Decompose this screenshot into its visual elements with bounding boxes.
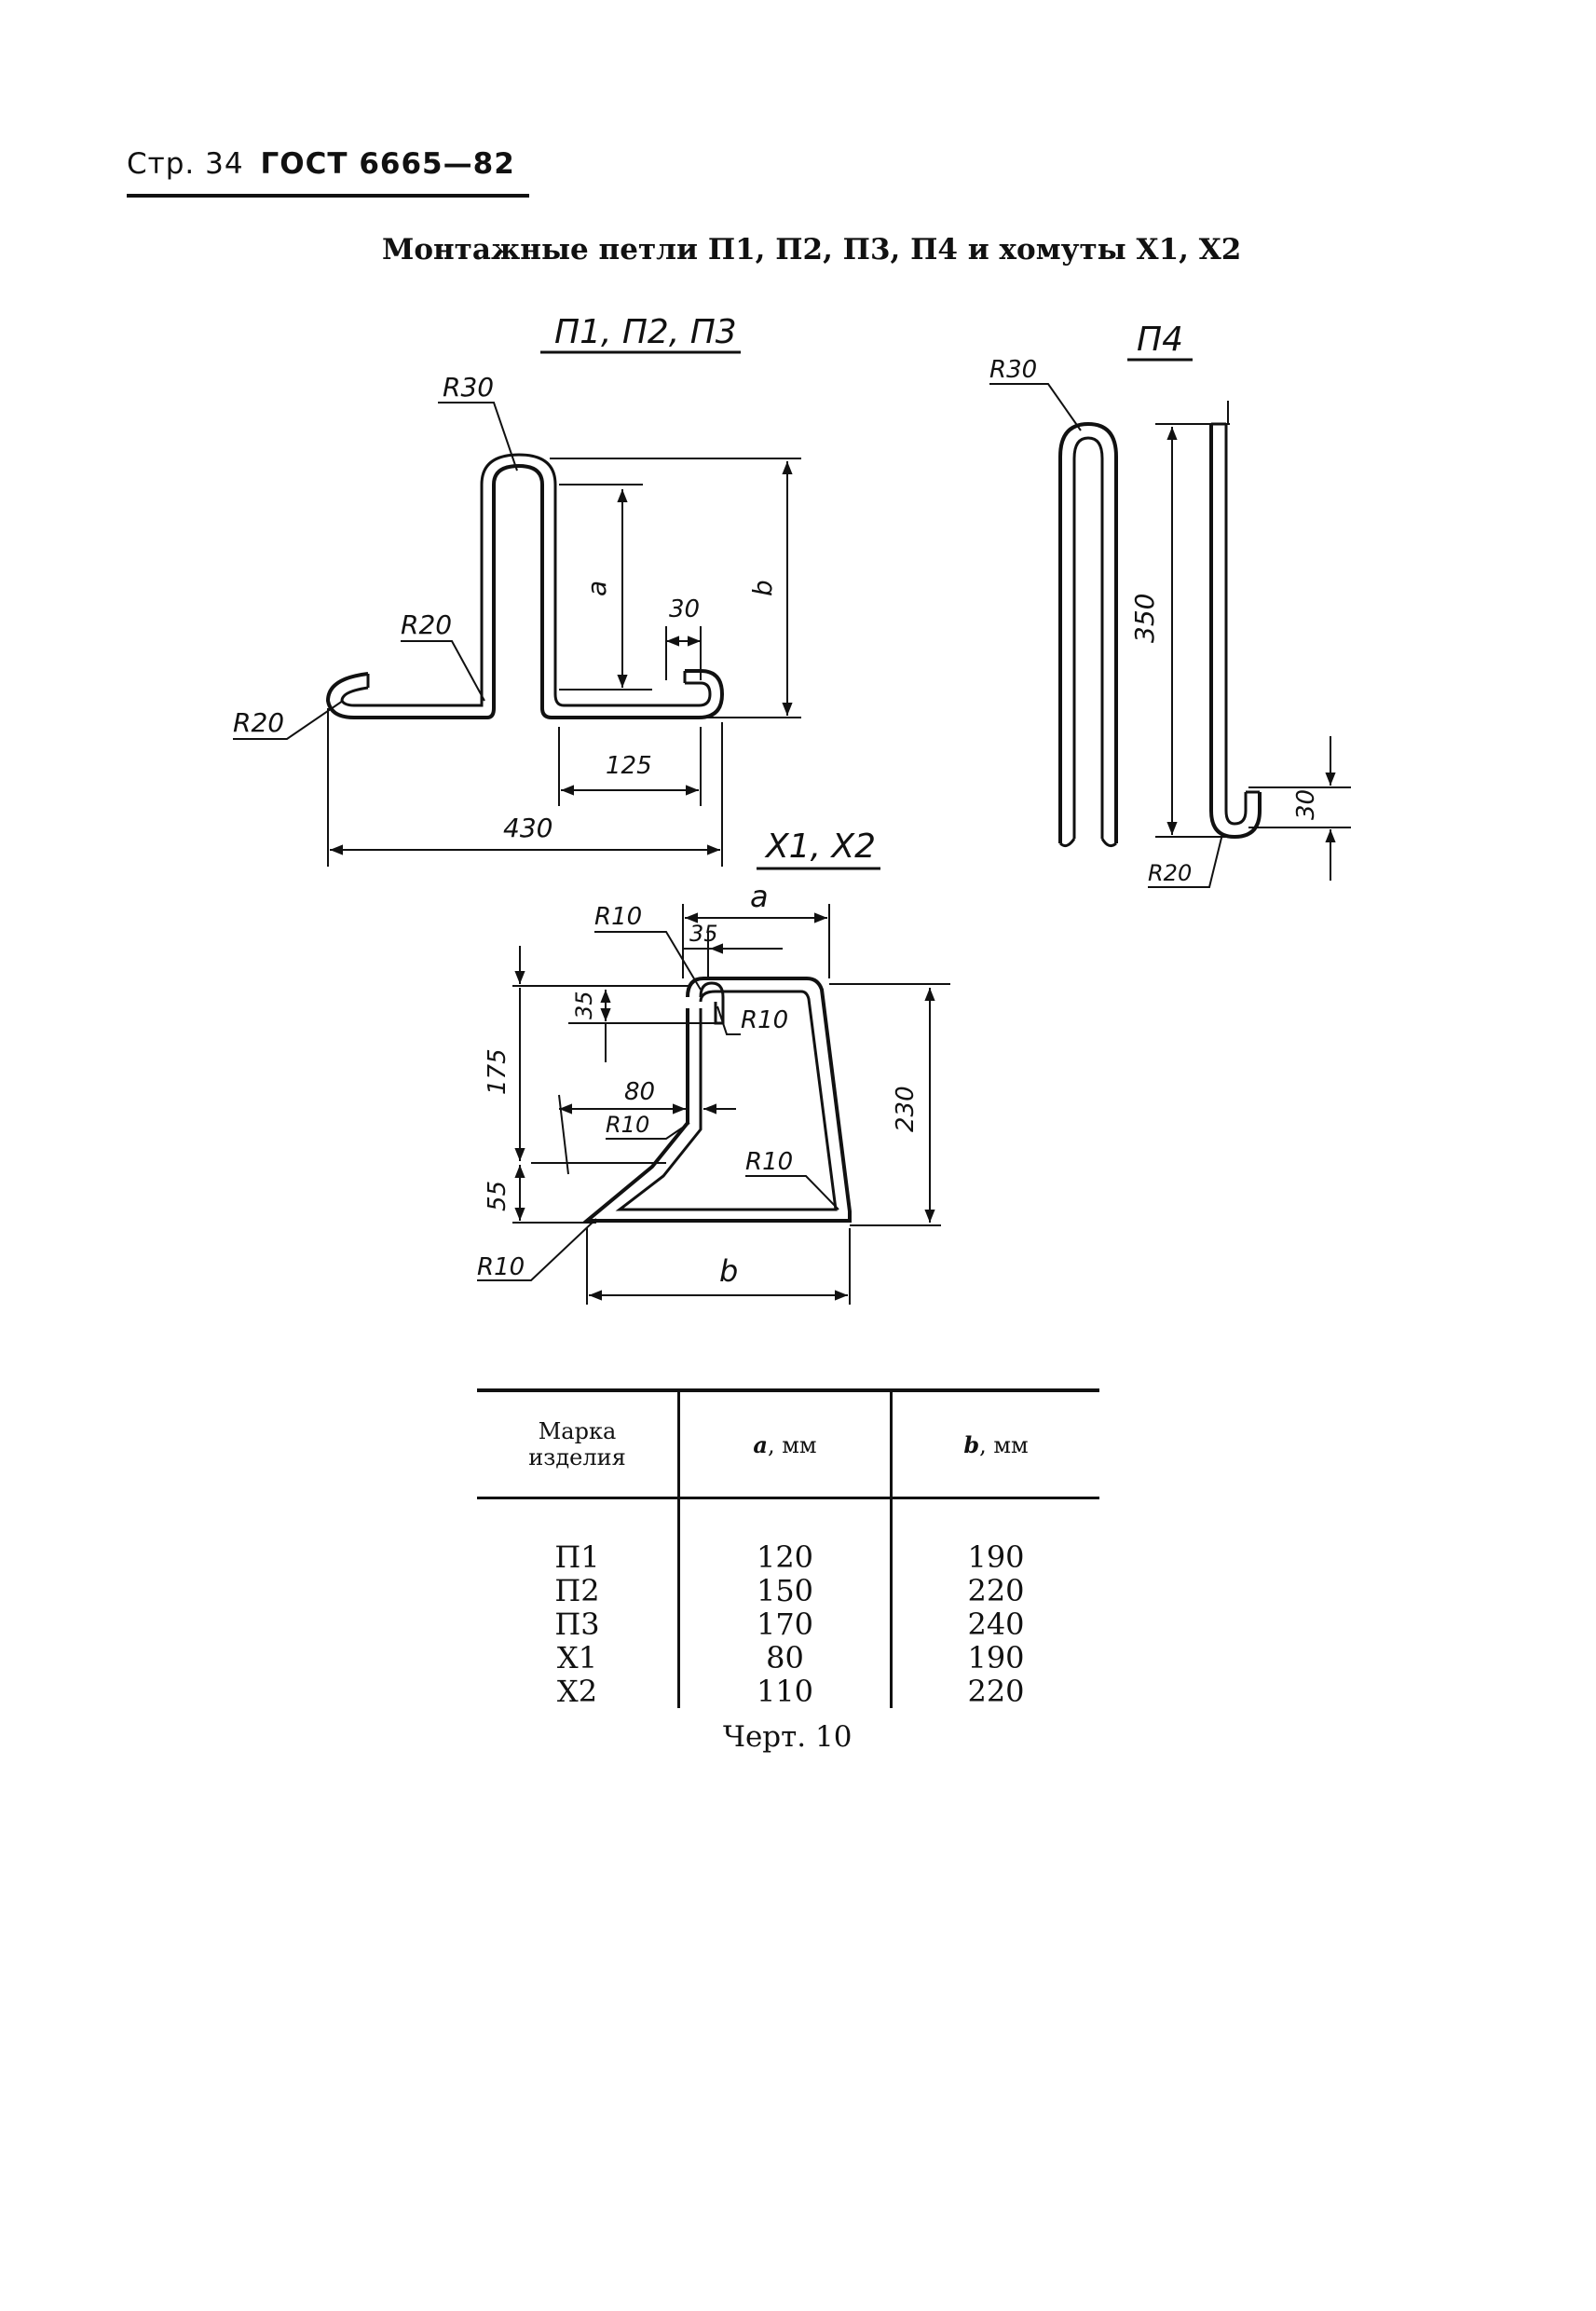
radius-r10-right: R10 bbox=[745, 1148, 794, 1176]
col-b bbox=[892, 1540, 1100, 1708]
radius-r10-bottom: R10 bbox=[477, 1253, 525, 1281]
col-header-b: b, мм bbox=[892, 1390, 1100, 1498]
col-header-mark: Марка изделия bbox=[477, 1390, 679, 1498]
dim-a-clamp: a bbox=[750, 879, 769, 914]
drawing-label-p1p2p3: П1, П2, П3 bbox=[554, 313, 737, 351]
drawing-p1p2p3 bbox=[233, 313, 801, 867]
radius-r10-top: R10 bbox=[594, 903, 643, 931]
dim-175: 175 bbox=[484, 1048, 512, 1095]
table-row-mark: П2 bbox=[554, 1573, 600, 1608]
dim-b-clamp: b bbox=[719, 1253, 739, 1289]
table-row-b: 220 bbox=[967, 1674, 1025, 1709]
col-mark bbox=[477, 1540, 679, 1708]
dim-35-top: 35 bbox=[689, 921, 718, 947]
table-row-b: 240 bbox=[967, 1607, 1025, 1642]
dim-35-left: 35 bbox=[571, 991, 597, 1019]
page-number: Стр. 34 bbox=[127, 147, 244, 181]
radius-r20-p4: R20 bbox=[1148, 860, 1193, 886]
radius-r30: R30 bbox=[443, 372, 495, 403]
dim-55: 55 bbox=[484, 1180, 512, 1211]
table-row-a: 120 bbox=[756, 1539, 814, 1575]
col-a bbox=[679, 1540, 892, 1708]
table-row-mark: П1 bbox=[554, 1539, 600, 1575]
table-row-b: 190 bbox=[967, 1539, 1025, 1575]
table-row-mark: Х1 bbox=[556, 1640, 598, 1675]
figure-caption: Черт. 10 bbox=[723, 1720, 853, 1754]
radius-r10-mid: R10 bbox=[606, 1112, 650, 1138]
dim-80: 80 bbox=[624, 1078, 656, 1106]
drawing-x1x2 bbox=[477, 827, 950, 1305]
table-row-mark: П3 bbox=[554, 1607, 600, 1642]
dim-350: 350 bbox=[1129, 593, 1160, 643]
drawing-label-p4: П4 bbox=[1137, 321, 1183, 359]
table-row-a: 170 bbox=[756, 1607, 814, 1642]
table-row-a: 110 bbox=[756, 1674, 814, 1709]
dim-a: a bbox=[581, 580, 612, 596]
loop-rod-inner bbox=[342, 455, 710, 705]
dim-125: 125 bbox=[606, 752, 652, 780]
radius-r10-hook: R10 bbox=[741, 1006, 789, 1034]
radius-r20-hook: R20 bbox=[233, 707, 285, 738]
drawing-label-x1x2: Х1, Х2 bbox=[766, 827, 877, 866]
spec-table bbox=[477, 1388, 1099, 1708]
document-title: Монтажные петли П1, П2, П3, П4 и хомуты Х1, Х2 bbox=[382, 233, 1242, 267]
standard-number: ГОСТ 6665—82 bbox=[260, 147, 515, 181]
dim-30-hook: 30 bbox=[1292, 788, 1320, 820]
table-row-a: 150 bbox=[756, 1573, 814, 1608]
spec-table-wrap bbox=[477, 1388, 1099, 1708]
drawing-p4 bbox=[989, 321, 1351, 887]
table-row-a: 80 bbox=[766, 1640, 804, 1675]
table-row-mark: Х2 bbox=[556, 1674, 598, 1709]
dim-b: b bbox=[747, 580, 778, 596]
loop-rod-outer bbox=[328, 466, 722, 718]
radius-r20-bend: R20 bbox=[401, 609, 453, 640]
radius-r30-p4: R30 bbox=[989, 356, 1038, 384]
dim-430: 430 bbox=[503, 813, 553, 843]
table-row-b: 190 bbox=[967, 1640, 1025, 1675]
col-header-a: a, мм bbox=[679, 1390, 892, 1498]
dim-230: 230 bbox=[892, 1086, 920, 1132]
table-row-b: 220 bbox=[967, 1573, 1025, 1608]
dim-30: 30 bbox=[669, 595, 701, 623]
